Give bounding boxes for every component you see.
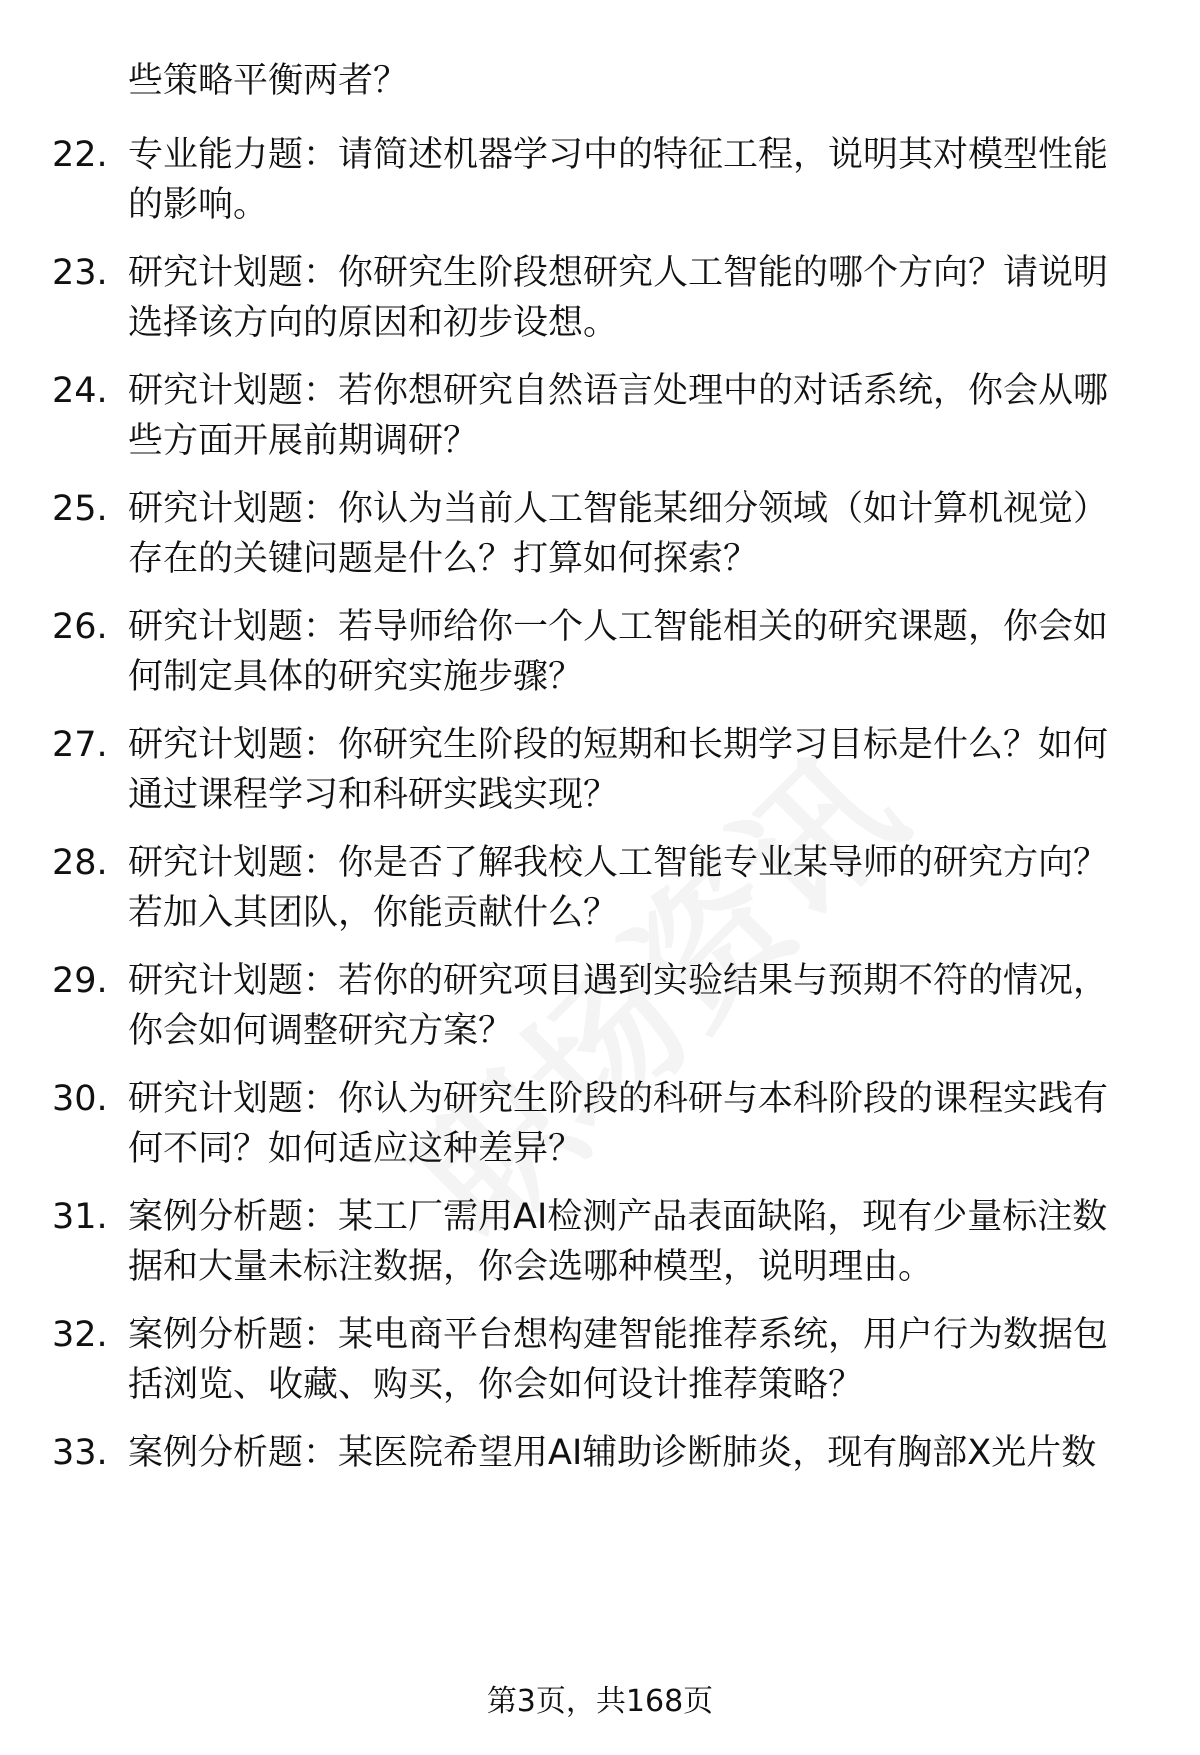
list-item bbox=[0, 248, 1200, 348]
question-text-line: 案例分析题：某工厂需用AI检测产品表面缺陷，现有少量标注数 bbox=[128, 1197, 1108, 1237]
question-text-line: 些方面开展前期调研？ bbox=[128, 421, 479, 461]
list-item bbox=[0, 838, 1200, 938]
question-text-line: 研究计划题：若导师给你一个人工智能相关的研究课题，你会如 bbox=[128, 607, 1109, 647]
question-text-line: 何制定具体的研究实施步骤？ bbox=[128, 657, 584, 697]
question-text-line: 研究计划题：若你的研究项目遇到实验结果与预期不符的情况， bbox=[128, 961, 1109, 1001]
question-text-line: 据和大量未标注数据，你会选哪种模型，说明理由。 bbox=[128, 1247, 934, 1287]
question-number: 28. bbox=[52, 843, 108, 883]
question-text-line: 研究计划题：若你想研究自然语言处理中的对话系统，你会从哪 bbox=[128, 371, 1109, 411]
question-text-line: 若加入其团队，你能贡献什么？ bbox=[128, 893, 619, 933]
question-number: 25. bbox=[52, 489, 108, 529]
question-number: 32. bbox=[52, 1315, 108, 1355]
list-item bbox=[0, 720, 1200, 820]
question-text-line: 研究计划题：你认为研究生阶段的科研与本科阶段的课程实践有 bbox=[128, 1079, 1109, 1119]
question-text-line: 研究计划题：你认为当前人工智能某细分领域（如计算机视觉） bbox=[128, 489, 1109, 529]
question-number: 33. bbox=[52, 1433, 108, 1473]
list-item bbox=[0, 602, 1200, 702]
question-number: 27. bbox=[52, 725, 108, 765]
continuation-text: 些策略平衡两者？ bbox=[128, 61, 409, 101]
question-text-line: 研究计划题：你是否了解我校人工智能专业某导师的研究方向？ bbox=[128, 843, 1109, 883]
list-item bbox=[0, 484, 1200, 584]
question-text-line: 你会如何调整研究方案？ bbox=[128, 1011, 514, 1051]
question-text-line: 括浏览、收藏、购买，你会如何设计推荐策略？ bbox=[128, 1365, 864, 1405]
list-item bbox=[0, 366, 1200, 466]
question-text-line: 存在的关键问题是什么？打算如何探索？ bbox=[128, 539, 759, 579]
question-text-line: 专业能力题：请简述机器学习中的特征工程，说明其对模型性能 bbox=[128, 135, 1109, 175]
question-text-line: 研究计划题：你研究生阶段的短期和长期学习目标是什么？如何 bbox=[128, 725, 1109, 765]
page-number-footer: 第3页，共168页 bbox=[486, 1684, 714, 1719]
list-item bbox=[0, 1310, 1200, 1410]
list-item bbox=[0, 1192, 1200, 1292]
question-text-line: 案例分析题：某医院希望用AI辅助诊断肺炎，现有胸部X光片数 bbox=[128, 1433, 1097, 1473]
list-item bbox=[0, 956, 1200, 1056]
question-number: 23. bbox=[52, 253, 108, 293]
question-number: 29. bbox=[52, 961, 108, 1001]
question-text-line: 何不同？如何适应这种差异？ bbox=[128, 1129, 584, 1169]
question-number: 30. bbox=[52, 1079, 108, 1119]
list-item bbox=[0, 1074, 1200, 1174]
question-number: 26. bbox=[52, 607, 108, 647]
question-text-line: 案例分析题：某电商平台想构建智能推荐系统，用户行为数据包 bbox=[128, 1315, 1109, 1355]
question-number: 24. bbox=[52, 371, 108, 411]
question-text-line: 通过课程学习和科研实践实现？ bbox=[128, 775, 619, 815]
question-text-line: 选择该方向的原因和初步设想。 bbox=[128, 303, 619, 343]
question-number: 22. bbox=[52, 135, 108, 175]
question-text-line: 研究计划题：你研究生阶段想研究人工智能的哪个方向？请说明 bbox=[128, 253, 1109, 293]
question-text-line: 的影响。 bbox=[128, 185, 269, 225]
list-item bbox=[0, 130, 1200, 230]
list-item bbox=[0, 1428, 1200, 1528]
question-number: 31. bbox=[52, 1197, 108, 1237]
